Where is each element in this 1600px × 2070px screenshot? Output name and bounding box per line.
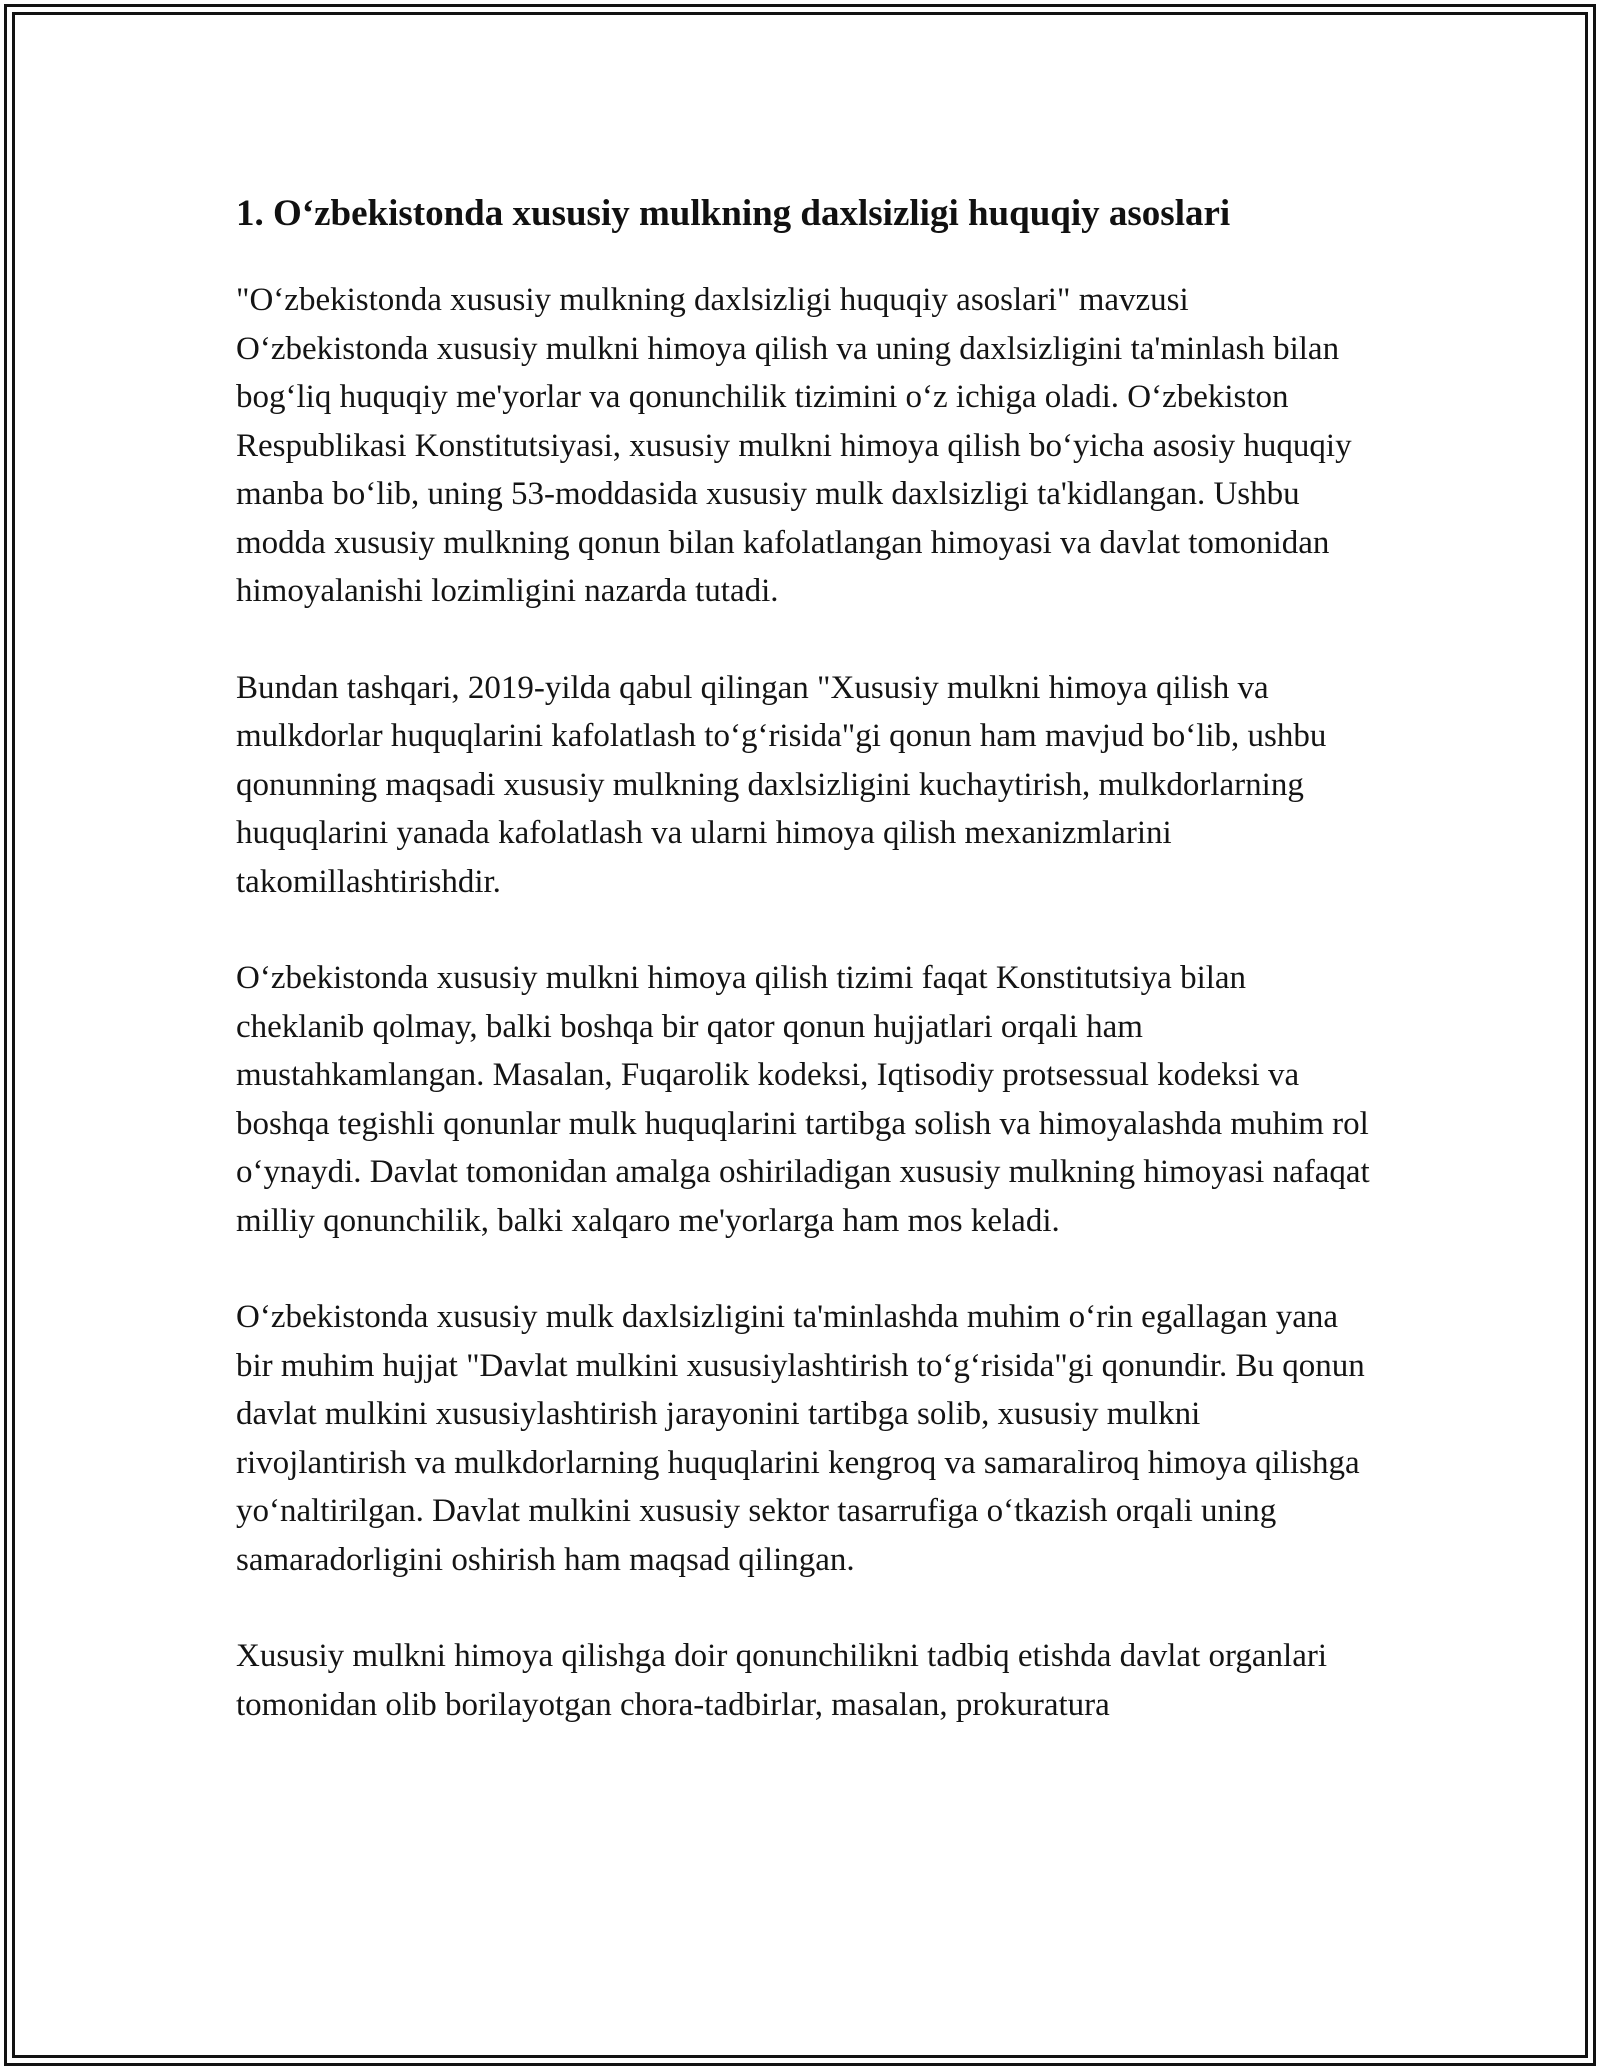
paragraph-privatization-law: O‘zbekistonda xususiy mulk daxlsizligini ta'minlashda muhim o‘rin egallagan yana bir muhim hujjat "Davlat mulkini xususiylashtirish to‘g‘risida"gi qonundir. Bu qonun davlat mulkini xususiylashtirish jarayonini tartibga solib, xususiy mulkni rivojlantirish va mulkdorlarning huquqlarini kengroq va samaraliroq himoya qilishga yo‘naltirilgan. Davlat mulkini xususiy sektor tasarrufiga o‘tkazish orqali uning samaradorligini oshirish ham maqsad qilingan. xyxy=(236,1299,1365,1578)
paragraph-2019-law: Bundan tashqari, 2019-yilda qabul qilingan "Xususiy mulkni himoya qilish va mulkdorlar huquqlarini kafolatlash to‘g‘risida"gi qonun ham mavjud bo‘lib, ushbu qonunning maqsadi xususiy mulkning daxlsizligini kuchaytirish, mulkdorlarning huquqlarini yanada kafolatlash va ularni himoya qilish mexanizmlarini takomillashtirishdir. xyxy=(236,669,1327,900)
paragraph-enforcement: Xususiy mulkni himoya qilishga doir qonunchilikni tadbiq etishda davlat organlari tomonidan olib borilayotgan chora-tadbirlar, masalan, prokuratura xyxy=(236,1638,1327,1723)
paragraph-constitution: "O‘zbekistonda xususiy mulkning daxlsizligi huquqiy asoslari" mavzusi O‘zbekistonda xususiy mulkni himoya qilish va uning daxlsizligini ta'minlash bilan bog‘liq huquqiy me'yorlar va qonunchilik tizimini o‘z ichiga oladi. O‘zbekiston Respublikasi Konstitutsiyasi, xususiy mulkni himoya qilish bo‘yicha asosiy huquqiy manba bo‘lib, uning 53-moddasida xususiy mulk daxlsizligi ta'kidlangan. Ushbu modda xususiy mulkning qonun bilan kafolatlangan himoyasi va davlat tomonidan himoyalanishi lozimligini nazarda tutadi. xyxy=(236,282,1352,609)
document-body xyxy=(236,186,1376,1777)
paragraph-other-laws: O‘zbekistonda xususiy mulkni himoya qilish tizimi faqat Konstitutsiya bilan cheklanib qolmay, balki boshqa bir qator qonun hujjatlari orqali ham mustahkamlangan. Masalan, Fuqarolik kodeksi, Iqtisodiy protsessual kodeksi va boshqa tegishli qonunlar mulk huquqlarini tartibga solish va himoyalashda muhim rol o‘ynaydi. Davlat tomonidan amalga oshiriladigan xususiy mulkning himoyasi nafaqat milliy qonunchilik, balki xalqaro me'yorlarga ham mos keladi. xyxy=(236,960,1370,1239)
section-heading: 1. O‘zbekistonda xususiy mulkning daxlsizligi huquqiy asoslari xyxy=(236,193,1231,234)
